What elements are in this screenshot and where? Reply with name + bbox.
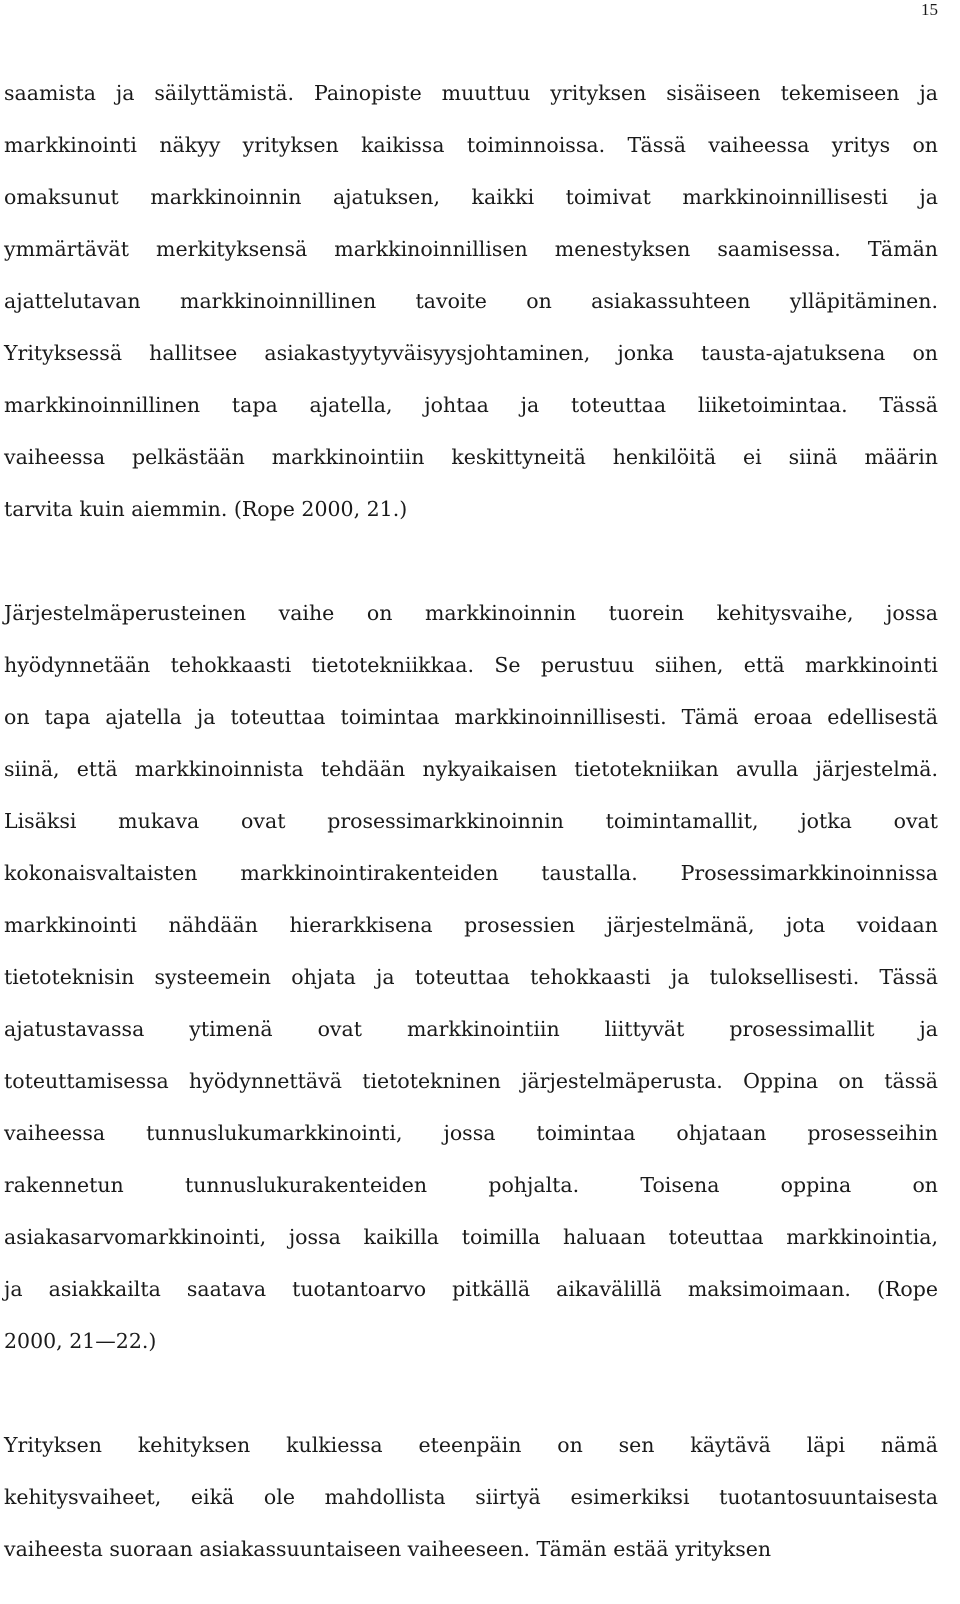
text-line: ajatustavassa ytimenä ovat markkinointiin liittyvät prosessimallit ja xyxy=(4,1017,938,1041)
text-line: asiakasarvomarkkinointi, jossa kaikilla toimilla haluaan toteuttaa markkinointia, xyxy=(4,1225,938,1249)
text-line: ajattelutavan markkinoinnillinen tavoite on asiakassuhteen ylläpitäminen. xyxy=(4,289,938,313)
paragraph xyxy=(4,1419,938,1575)
text-line: vaiheesta suoraan asiakassuuntaiseen vaiheeseen. Tämän estää yrityksen xyxy=(4,1537,772,1561)
body-text xyxy=(4,67,938,1575)
text-line: tarvita kuin aiemmin. (Rope 2000, 21.) xyxy=(4,497,408,521)
paragraph xyxy=(4,67,938,535)
text-line: 2000, 21—22.) xyxy=(4,1329,157,1353)
text-line: kokonaisvaltaisten markkinointirakenteiden taustalla. Prosessimarkkinoinnissa xyxy=(4,861,938,885)
text-line: siinä, että markkinoinnista tehdään nykyaikaisen tietotekniikan avulla järjestelmä. xyxy=(4,757,938,781)
text-line: ymmärtävät merkityksensä markkinoinnillisen menestyksen saamisessa. Tämän xyxy=(4,237,938,261)
paragraph xyxy=(4,587,938,1367)
text-line: hyödynnetään tehokkaasti tietotekniikkaa. Se perustuu siihen, että markkinointi xyxy=(4,653,938,677)
page-number: 15 xyxy=(921,0,938,19)
text-line: toteuttamisessa hyödynnettävä tietotekninen järjestelmäperusta. Oppina on tässä xyxy=(4,1069,938,1093)
text-line: tietoteknisin systeemein ohjata ja toteuttaa tehokkaasti ja tuloksellisesti. Tässä xyxy=(4,965,938,989)
text-line: ja asiakkailta saatava tuotantoarvo pitkällä aikavälillä maksimoimaan. (Rope xyxy=(4,1277,938,1301)
text-line: omaksunut markkinoinnin ajatuksen, kaikki toimivat markkinoinnillisesti ja xyxy=(4,185,938,209)
text-line: on tapa ajatella ja toteuttaa toimintaa markkinoinnillisesti. Tämä eroaa edellisestä xyxy=(4,705,938,729)
text-line: markkinointi näkyy yrityksen kaikissa toiminnoissa. Tässä vaiheessa yritys on xyxy=(4,133,938,157)
text-line: vaiheessa pelkästään markkinointiin keskittyneitä henkilöitä ei siinä määrin xyxy=(4,445,938,469)
paragraph-gap xyxy=(4,1367,938,1419)
paragraph-gap xyxy=(4,535,938,587)
text-line: Lisäksi mukava ovat prosessimarkkinoinnin toimintamallit, jotka ovat xyxy=(4,809,938,833)
text-line: Yrityksen kehityksen kulkiessa eteenpäin on sen käytävä läpi nämä xyxy=(4,1433,938,1457)
text-line: Yrityksessä hallitsee asiakastyytyväisyysjohtaminen, jonka tausta-ajatuksena on xyxy=(4,341,938,365)
text-line: kehitysvaiheet, eikä ole mahdollista siirtyä esimerkiksi tuotantosuuntaisesta xyxy=(4,1485,938,1509)
text-line: Järjestelmäperusteinen vaihe on markkinoinnin tuorein kehitysvaihe, jossa xyxy=(4,601,938,625)
text-line: markkinoinnillinen tapa ajatella, johtaa ja toteuttaa liiketoimintaa. Tässä xyxy=(4,393,938,417)
text-line: markkinointi nähdään hierarkkisena prosessien järjestelmänä, jota voidaan xyxy=(4,913,938,937)
text-line: vaiheessa tunnuslukumarkkinointi, jossa toimintaa ohjataan prosesseihin xyxy=(4,1121,938,1145)
text-line: saamista ja säilyttämistä. Painopiste muuttuu yrityksen sisäiseen tekemiseen ja xyxy=(4,81,938,105)
text-line: rakennetun tunnuslukurakenteiden pohjalta. Toisena oppina on xyxy=(4,1173,938,1197)
